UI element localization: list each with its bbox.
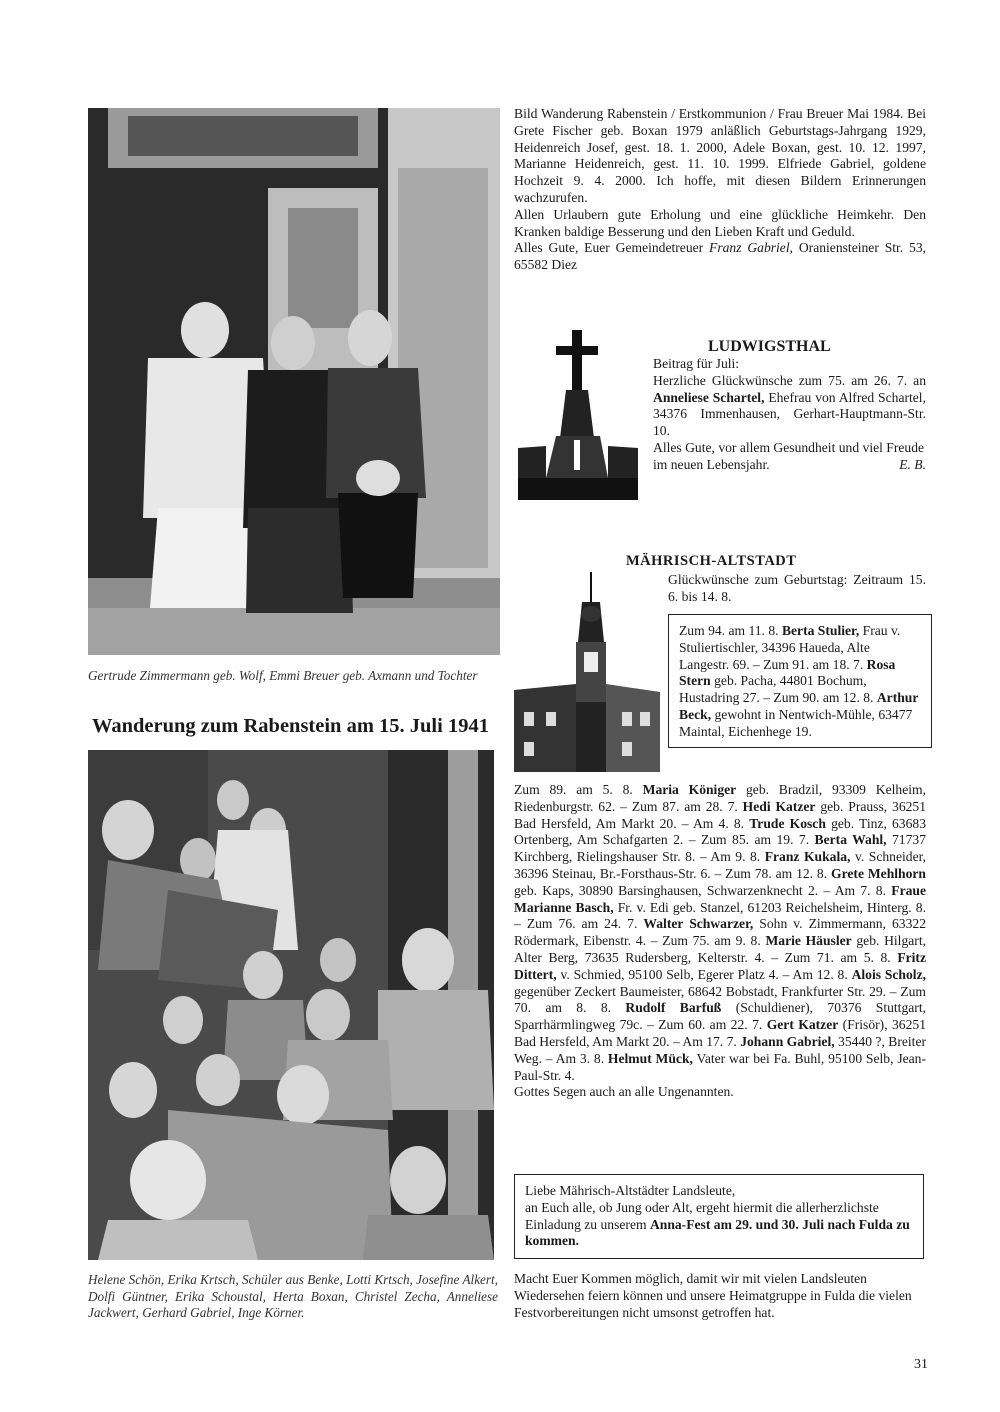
person-name: Marie Häusler [765,933,852,949]
ludwigsthal-name: Anneliese Schartel, [653,389,765,405]
ludwigsthal-heading: LUDWIGSTHAL [708,338,831,355]
person-name: Hedi Katzer [742,798,816,814]
entry-text: Zum 94. am 11. 8. [679,623,782,638]
page-number: 31 [914,1357,928,1372]
intro-text [514,106,926,274]
entry-text: geb. Tinz, 63683 Ortenberg, Am Schafgarten 2. – Zum 85. am 19. 7. [514,815,926,848]
entry-text: 71737 Kirchberg, Rielingshauser Str. 8. – Am 9. 8. [514,832,926,865]
intro-p3: Alles Gute, Euer Gemeindetreuer Franz Gabriel, Oraniensteiner Str. 53, 65582 Diez [514,240,927,273]
entry-text: gegenüber Zeckert Baumeister, 68642 Bobstadt, Frankfurter Str. 29. – Zum 70. am 8. 8. [514,983,926,1016]
person-name: Gert Katzer [766,1017,839,1033]
entry-text: geb. Hilgart, Alter Berg, 73635 Rudersberg, Kelterstr. 4. – Zum 71. am 5. 8. [514,933,926,965]
maehrisch-intro: Glückwünsche zum Geburtstag: Zeitraum 15. 6. bis 14. 8. [668,572,926,604]
maehrisch-closing: Gottes Segen auch an alle Ungenannten. [514,1084,734,1100]
person-name: Maria Königer [642,782,737,797]
photo-church-portal [88,108,500,655]
invitation-bold: Anna-Fest am 29. und 30. Juli nach Fulda zu kommen. [525,1216,910,1249]
entry-text: gewohnt in Nentwich-Mühle, 63477 Maintal, Eichenhege 19. [679,706,913,739]
entry-text: Frau v. Stuliertischler, 34396 Haueda, Alte Langestr. 69. – Zum 91. am 18. 7. [679,623,901,672]
entry-text: geb. Pacha, 44801 Bochum, Hustadring 27. – Zum 90. am 12. 8. [679,673,877,706]
cross-monument-illustration [516,328,640,502]
photo-group-children [88,750,494,1260]
entry-text: geb. Prauss, 36251 Bad Hersfeld, Am Markt 20. – Am 4. 8. [514,798,927,831]
photo2-caption: Helene Schön, Erika Krtsch, Schüler aus Benke, Lotti Krtsch, Josefine Alkert, Dolfi Güntner, Erika Schoustal, Herta Boxan, Christel Zecha, Anneliese Jackwert, Gerhard Gabriel, Inge Körner. [88,1272,498,1320]
person-name: Berta Wahl, [814,832,887,848]
entry-text: Fr. v. Edi geb. Stanzel, 61203 Reichelsheim, Hinterg. 8. – Zum 76. am 24. 7. [514,899,926,932]
person-name: Grete Mehlhorn [831,865,926,881]
entry-text: (Frisör), 36251 Bad Hersfeld, Am Markt 20. – Am 17. 7. [514,1017,926,1049]
entry-text: geb. Bradzil, 93309 Kelheim, Riedenburgstr. 62. – Zum 87. am 28. 7. [514,782,926,814]
person-name: Fritz Dittert, [514,949,926,982]
person-name: Rosa Stern [679,656,896,689]
person-name: Helmut Mück, [607,1050,693,1066]
invitation-box: Liebe Mährisch-Altstädter Landsleute, an Euch alle, ob Jung oder Alt, ergeht hiermit die allerherzlichste Einladung zu unserem Anna-Fest am 29. und 30. Juli nach Fulda zu kommen. [514,1174,924,1259]
maehrisch-birthday-box [668,614,932,748]
closing-paragraph: Macht Euer Kommen möglich, damit wir mit vielen Landsleuten Wiedersehen feiern können und unsere Heimatgruppe in Fulda die vielen Festvorbereitungen nicht umsonst getroffen hat. [514,1271,912,1320]
intro-p1: Bild Wanderung Rabenstein / Erstkommunion / Frau Breuer Mai 1984. Bei Grete Fischer geb. Boxan 1979 anläßlich Geburtstags-Jahrgang 1929, Heidenreich Josef, gest. 18. 1. 2000, Adele Boxan, gest. 10. 12. 1997, Marianne Heidenreich, gest. 11. 10. 1999. Elfriede Gabriel, goldene Hochzeit 9. 4. 2000. Ich hoffe, mit diesen Bildern Erinnerungen wachzurufen. [514,106,926,205]
maehrisch-heading: MÄHRISCH-ALTSTADT [626,553,797,569]
ludwigsthal-text: Beitrag für Juli: Herzliche Glückwünsche zum 75. am 26. 7. an Anneliese Schartel, Ehefrau von Alfred Schartel, 34376 Immenhausen, Gerhart-Hauptmann-Str. 10. Alles Gute, vor allem Gesundheit und viel Freude im neuen Lebensjahr. E. B. [653,356,926,472]
person-name: Trude Kosch [749,815,826,831]
person-name: Arthur Beck, [679,690,919,722]
section-heading-rabenstein: Wanderung zum Rabenstein am 15. Juli 1941 [92,715,489,737]
entry-text: v. Schmied, 95100 Selb, Egerer Platz 4. – Am 12. 8. [556,966,852,982]
entry-text: Sohn v. Zimmermann, 63322 Rödermark, Eibenstr. 4. – Zum 75. am 9. 8. [514,916,926,949]
church-tower-illustration [512,572,662,772]
person-name: Rudolf Barfuß [625,1000,722,1016]
entry-text: 35440 ?, Breiter Weg. – Am 3. 8. [514,1033,927,1066]
entry-text: Vater war bei Fa. Buhl, 95100 Selb, Jean-Paul-Str. 4. [514,1050,927,1083]
intro-p2: Allen Urlaubern gute Erholung und eine glückliche Heimkehr. Den Kranken baldige Besserung und den Lieben Kraft und Geduld. [514,206,926,239]
person-name: Fraue Marianne Basch, [514,882,926,915]
signature-name: Franz Gabriel, [709,240,794,256]
entry-text: Zum 89. am 5. 8. [514,782,643,797]
person-name: Walter Schwarzer, [643,916,754,932]
entry-text: geb. Kaps, 30890 Barsinghausen, Schwarzenknecht 2. – Am 7. 8. [514,882,892,898]
person-name: Franz Kukala, [764,849,851,865]
maehrisch-birthday-list [514,782,926,1101]
person-name: Alois Scholz, [851,966,927,982]
ludwigsthal-signature: E. B. [899,456,926,472]
entry-text: v. Schneider, 36396 Steinau, Br.-Forsthaus-Str. 6. – Zum 78. am 12. 8. [514,849,926,881]
photo1-caption: Gertrude Zimmermann geb. Wolf, Emmi Breuer geb. Axmann und Tochter [88,668,478,683]
person-name: Berta Stulier, [781,623,860,638]
person-name: Johann Gabriel, [740,1033,835,1049]
entry-text: (Schuldiener), 70376 Stuttgart, Sparrhärmlingweg 79c. – Zum 60. am 22. 7. [514,1000,926,1033]
